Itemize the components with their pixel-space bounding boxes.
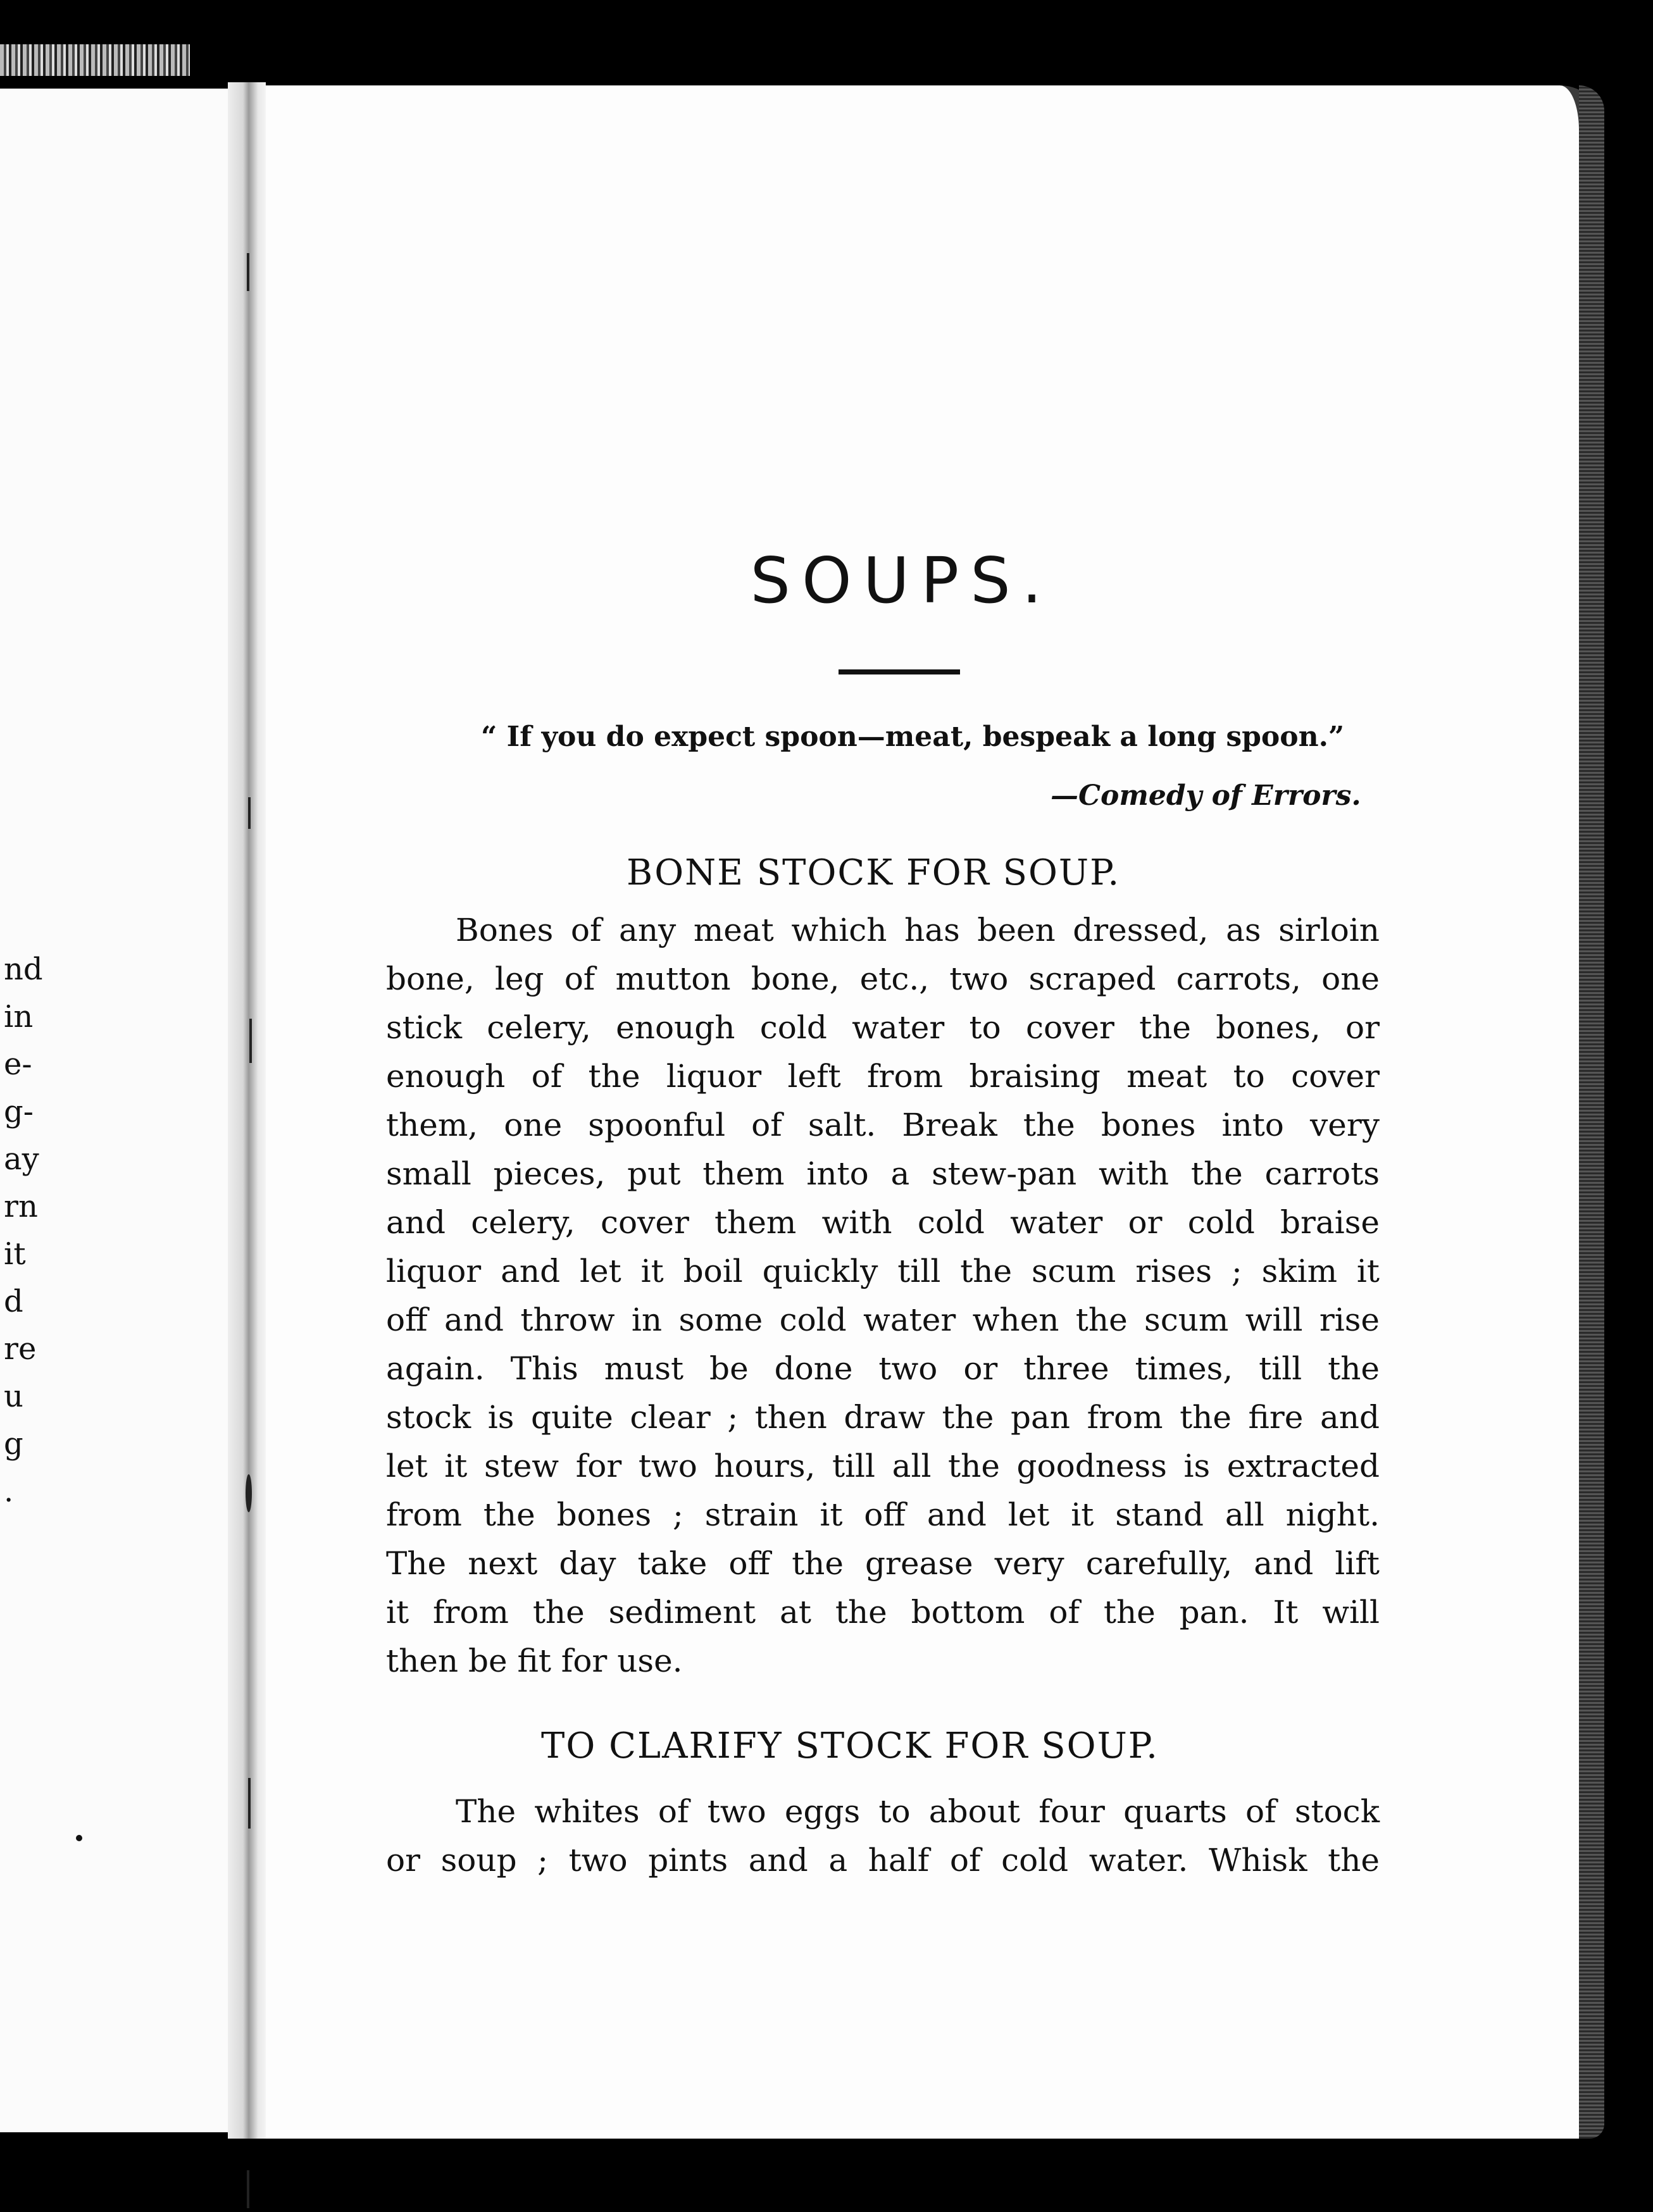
epigraph-quote: “ If you do expect spoon—meat, bespeak a long spoon.”: [481, 721, 1345, 753]
scan-edge-strip: [0, 44, 190, 76]
text-line: and celery, cover them with cold water or cold braise: [386, 1204, 1380, 1241]
text-line: bone, leg of mutton bone, etc., two scraped carrots, one: [386, 960, 1380, 997]
facing-page-text-fragment: [4, 946, 43, 1515]
text-line: off and throw in some cold water when the scum will rise: [386, 1302, 1380, 1338]
fragment-line: ay: [4, 1141, 39, 1177]
title-rule: [839, 669, 960, 674]
gutter-mark: [247, 253, 249, 291]
text-line: again. This must be done two or three times, till the: [386, 1350, 1380, 1387]
fragment-line: it: [4, 1236, 26, 1272]
scan-border-right: [1602, 0, 1653, 2212]
fragment-line: nd: [4, 952, 43, 987]
text-line: or soup ; two pints and a half of cold water. Whisk the: [386, 1842, 1380, 1879]
epigraph-source: —Comedy of Errors.: [1051, 780, 1361, 812]
facing-page: [0, 89, 253, 2132]
section-heading-clarify-stock: TO CLARIFY STOCK FOR SOUP.: [541, 1725, 1159, 1767]
fragment-line: g: [4, 1426, 23, 1462]
text-line: them, one spoonful of salt. Break the bones into very: [386, 1107, 1380, 1143]
book-gutter: [228, 82, 266, 2139]
gutter-mark: [247, 2170, 249, 2208]
text-line: Bones of any meat which has been dressed, as sirloin: [456, 912, 1380, 948]
fragment-line: d: [4, 1284, 23, 1319]
fragment-line: in: [4, 999, 34, 1035]
text-line: small pieces, put them into a stew-pan with the carrots: [386, 1155, 1380, 1192]
text-line: stock is quite clear ; then draw the pan from the fire and: [386, 1399, 1380, 1436]
fragment-line: re: [4, 1331, 37, 1367]
fragment-line: rn: [4, 1189, 38, 1224]
section-body-bone-stock: [386, 906, 1380, 1686]
text-line: stick celery, enough cold water to cover the bones, or: [386, 1009, 1380, 1046]
section-body-clarify-stock: [386, 1787, 1380, 1885]
fragment-line: .: [4, 1474, 14, 1509]
gutter-mark: [248, 797, 251, 829]
text-line: from the bones ; strain it off and let it stand all night.: [386, 1496, 1380, 1533]
fragment-line: u: [4, 1379, 23, 1414]
gutter-mark: [249, 1019, 252, 1063]
gutter-mark: [246, 1474, 252, 1512]
fragment-line: g-: [4, 1094, 34, 1129]
text-line: The next day take off the grease very carefully, and lift: [386, 1545, 1380, 1582]
text-line: it from the sediment at the bottom of the pan. It will: [386, 1594, 1380, 1631]
section-heading-bone-stock: BONE STOCK FOR SOUP.: [627, 852, 1121, 893]
text-line: enough of the liquor left from braising meat to cover: [386, 1058, 1380, 1095]
text-line: liquor and let it boil quickly till the scum rises ; skim it: [386, 1253, 1380, 1289]
stray-ink-dot: [76, 1835, 82, 1841]
scan-border-top: [0, 0, 1653, 95]
text-line: The whites of two eggs to about four quarts of stock: [456, 1793, 1380, 1830]
page-title: SOUPS.: [750, 544, 1054, 618]
text-line: let it stew for two hours, till all the goodness is extracted: [386, 1448, 1380, 1484]
text-line: then be fit for use.: [386, 1643, 683, 1679]
gutter-mark: [248, 1778, 251, 1829]
fragment-line: e-: [4, 1047, 32, 1082]
